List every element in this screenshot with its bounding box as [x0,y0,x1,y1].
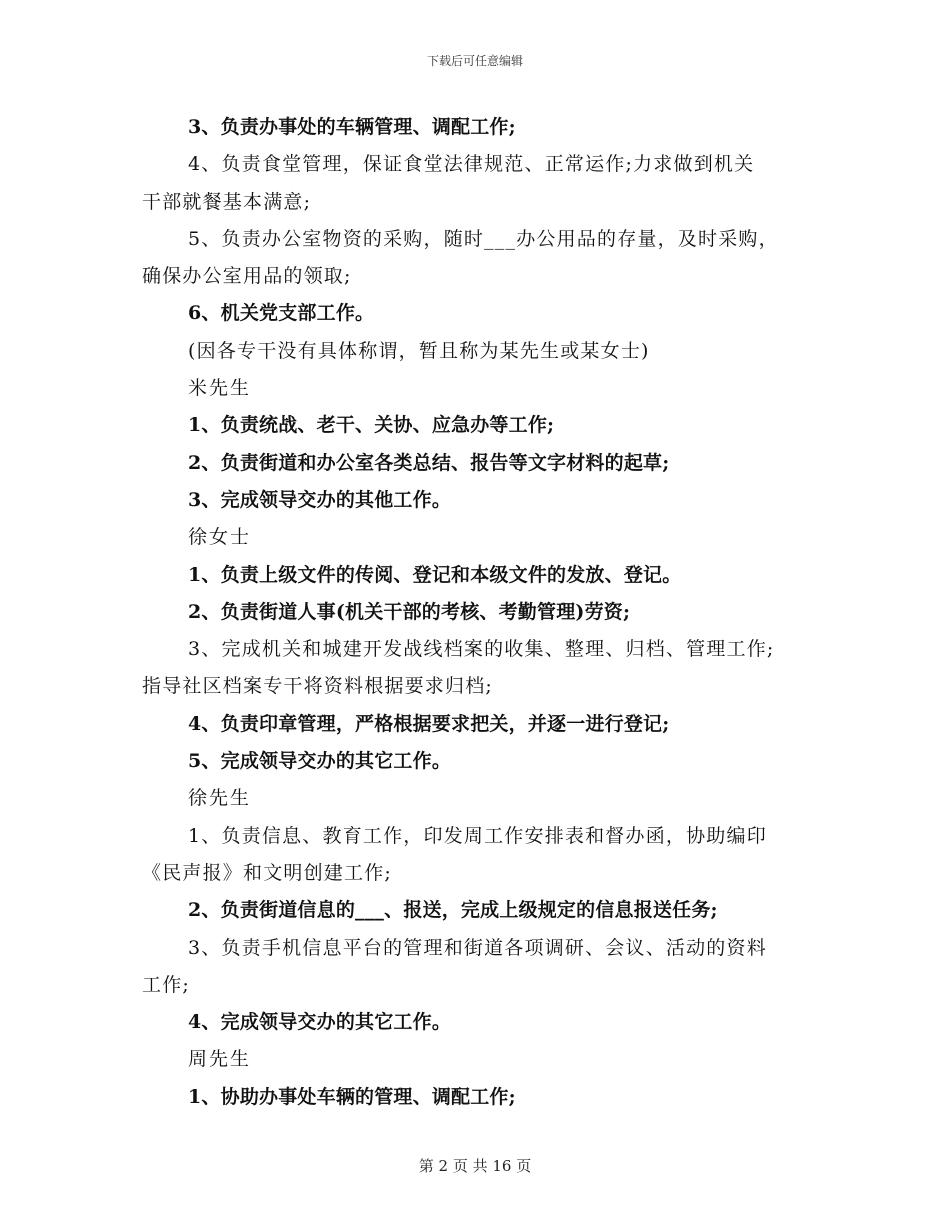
person-heading: 徐女士 [188,526,252,549]
paragraph-line: 2、负责街道人事(机关干部的考核、考勤管理)劳资; [188,600,631,623]
paragraph-line: 工作; [142,973,191,996]
document-body [142,109,822,1116]
page-header: 下载后可任意编辑 [426,54,523,68]
paragraph-line: 指导社区档案专干将资料根据要求归档; [142,675,494,698]
paragraph-line: 1、负责统战、老干、关协、应急办等工作; [188,414,555,437]
person-heading: 徐先生 [188,787,252,810]
paragraph-line: 干部就餐基本满意; [142,190,312,213]
person-heading: 周先生 [188,1048,252,1071]
paragraph-line: 1、协助办事处车辆的管理、调配工作; [188,1085,516,1108]
paragraph-line: 5、负责办公室物资的采购，随时___办公用品的存量，及时采购， [188,227,779,250]
paragraph-line: 2、负责街道信息的___、报送，完成上级规定的信息报送任务; [188,899,718,922]
paragraph-line: 确保办公室用品的领取; [142,265,352,288]
paragraph-line: 1、负责上级文件的传阅、登记和本级文件的发放、登记。 [188,563,682,586]
paragraph-line: 4、完成领导交办的其它工作。 [188,1011,452,1034]
paragraph-line: 3、负责手机信息平台的管理和街道各项调研、会议、活动的资料 [188,936,767,959]
paragraph-line: 4、负责食堂管理，保证食堂法律规范、正常运作;力求做到机关 [188,153,755,176]
page-number-footer: 第 2 页 共 16 页 [418,1157,532,1175]
person-heading: 米先生 [188,377,252,400]
paragraph-line: 1、负责信息、教育工作，印发周工作安排表和督办函，协助编印 [188,824,767,847]
paragraph-line: 4、负责印章管理，严格根据要求把关，并逐一进行登记; [188,712,670,735]
paragraph-line: (因各专干没有具体称谓，暂且称为某先生或某女士) [188,339,650,362]
paragraph-line: 2、负责街道和办公室各类总结、报告等文字材料的起草; [188,451,670,474]
paragraph-line: 3、完成领导交办的其他工作。 [188,488,452,511]
paragraph-line: 3、负责办事处的车辆管理、调配工作; [188,116,516,138]
paragraph-line: 6、机关党支部工作。 [188,302,375,325]
paragraph-line: 5、完成领导交办的其它工作。 [188,750,452,773]
paragraph-line: 《民声报》和文明创建工作; [142,861,393,884]
paragraph-line: 3、完成机关和城建开发战线档案的收集、整理、归档、管理工作; [188,638,775,661]
